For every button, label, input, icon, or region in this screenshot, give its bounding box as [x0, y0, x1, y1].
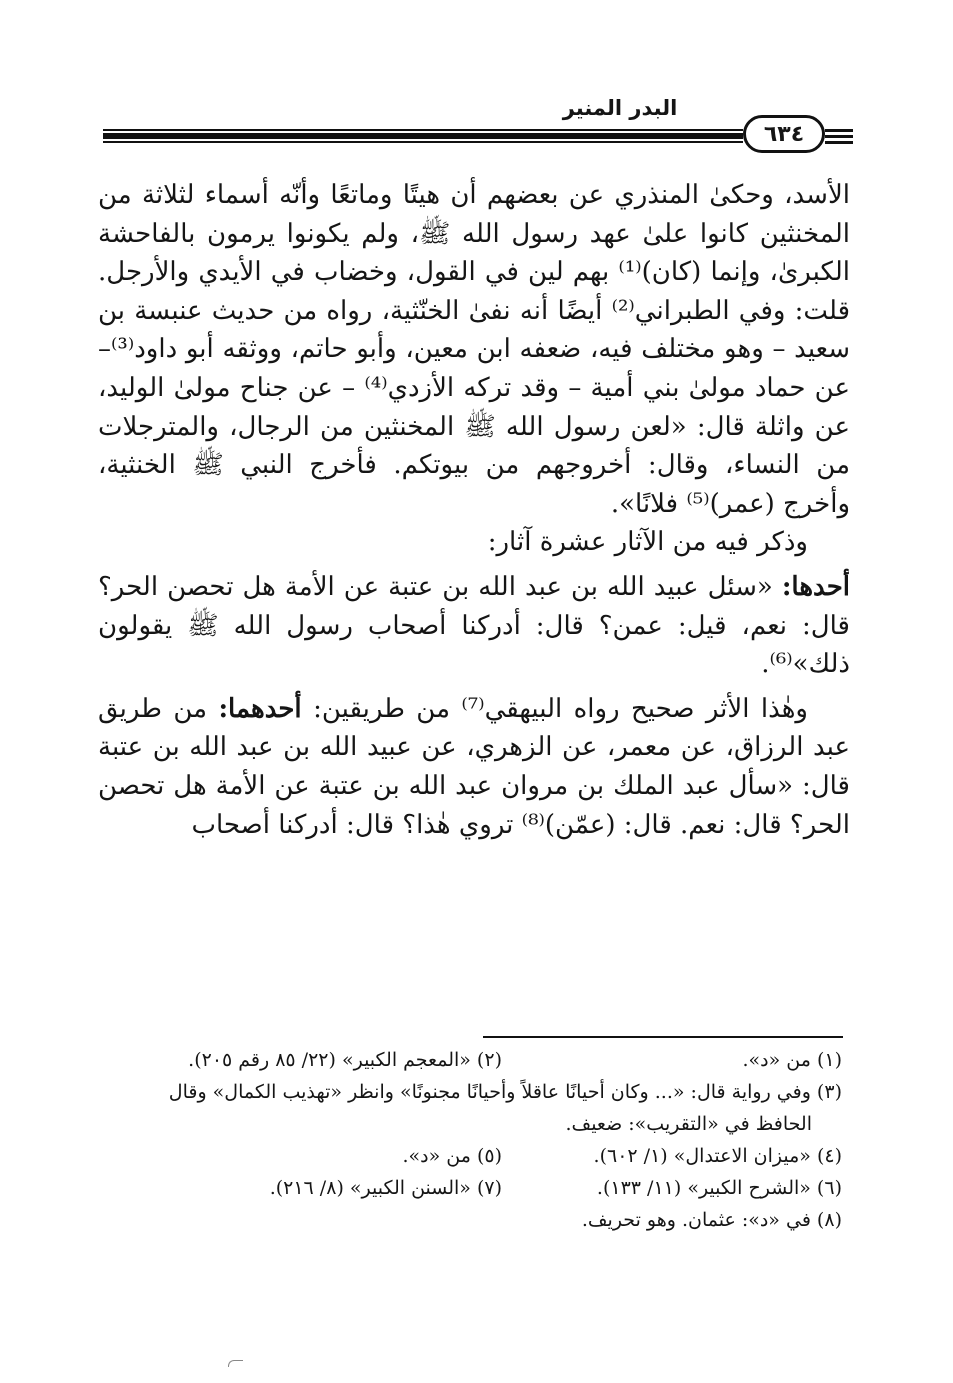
footnote: (٢) «المعجم الكبير» (٢٢/ ٨٥ رقم ٢٠٥).	[188, 1049, 502, 1071]
footnote-continuation: الحافظ في «التقريب»: ضعيف.	[565, 1113, 812, 1135]
footnote: (٤) «ميزان الاعتدال» (١/ ٦٠٢).	[593, 1145, 842, 1167]
paragraph-text: «سئل عبيد الله بن عبد الله بن عتبة عن الأمة هل تحصن الحر؟ قال: نعم، قيل: عمن؟ قال: أدركنا أصحاب رسول الله ﷺ يقولون ذلك»⁽⁶⁾.	[98, 571, 850, 680]
running-title: البدر المنير	[562, 96, 678, 120]
footnote: (٧) «السنن الكبير» (٨/ ٢١٦).	[269, 1177, 502, 1199]
page-number: ٦٣٤	[743, 115, 825, 153]
footnote: (٦) «الشرح الكبير» (١١/ ١٣٣).	[596, 1177, 842, 1199]
header-rule	[825, 129, 853, 132]
footnote-rule	[483, 1036, 843, 1038]
paragraph-text: وهٰذا الأثر صحيح رواه البيهقي⁽⁷⁾ من طريقين:	[313, 693, 808, 724]
footnote-row	[100, 1044, 842, 1076]
footnotes	[100, 1044, 842, 1236]
header-rule	[103, 141, 743, 143]
paragraph	[98, 568, 850, 684]
main-text	[98, 176, 850, 844]
lead-word: أحدهما:	[218, 693, 302, 724]
footnote: (٣) وفي رواية قال: «... وكان أحيانًا عاقلاً وأحيانًا مجنونًا» وانظر «تهذيب الكمال» وقال	[168, 1081, 842, 1103]
footnote: (١) من «د».	[742, 1049, 842, 1071]
footnote: (٥) من «د».	[402, 1145, 502, 1167]
footnote: (٨) في «د»: عثمان. وهو تحريف.	[581, 1209, 842, 1231]
footnote-row	[100, 1140, 842, 1172]
paragraph	[98, 690, 850, 844]
stray-mark	[228, 1360, 243, 1367]
lead-word: أحدها:	[781, 571, 850, 602]
paragraph-text: من طريق عبد الرزاق، عن معمر، عن الزهري، عن عبيد الله بن عبد الله بن عتبة قال: «سأل عبد الملك بن مروان عبد الله بن عتبة عن الأمة هل تحصن الحر؟ قال: نعم. قال: (عمّن)⁽⁸⁾ تروي هٰذا؟ قال: أدركنا أصحاب	[98, 693, 850, 840]
header-rule	[825, 135, 853, 138]
paragraph: الأسد، وحكىٰ المنذري عن بعضهم أن هيتًا وماتعًا وأنّه أسماء لثلاثة من المخنثين كانوا علىٰ عهد رسول الله ﷺ، ولم يكونوا يرمون بالفاحشة الكبرىٰ، وإنما (كان)⁽¹⁾ بهم لين في القول، وخضاب في الأيدي والأرجل. قلت: وفي الطبراني⁽²⁾ أيضًا أنه نفىٰ الخنّثية، رواه من حديث عنبسة بن سعيد – وهو مختلف فيه، ضعفه ابن معين، وأبو حاتم، ووثقه أبو داود⁽³⁾– عن حماد مولىٰ بني أمية – وقد تركه الأزدي⁽⁴⁾ – عن جناح مولىٰ الوليد، عن واثلة قال: «لعن رسول الله ﷺ المخنثين من الرجال، والمترجلات من النساء، وقال: أخروجهم من بيوتكم. فأخرج النبي ﷺ الخنثية، وأخرج (عمر)⁽⁵⁾ فلانًا».	[98, 180, 851, 519]
header-rule	[103, 129, 743, 131]
header-rule	[103, 133, 743, 139]
footnote-row	[100, 1172, 842, 1204]
paragraph: وذكر فيه من الآثار عشرة آثار:	[487, 527, 808, 558]
header-rule	[825, 141, 853, 144]
